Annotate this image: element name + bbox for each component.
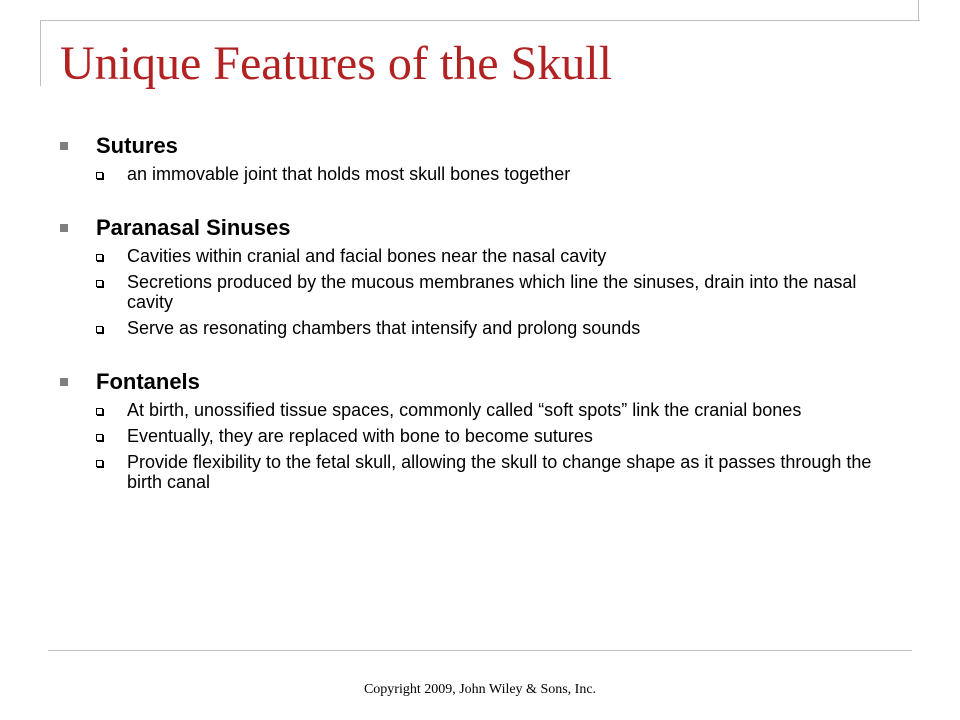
shadow-box-bullet-icon — [96, 254, 103, 261]
shadow-box-bullet-icon — [96, 326, 103, 333]
section-heading: Sutures — [96, 133, 178, 158]
list-item-text: an immovable joint that holds most skull bones together — [127, 164, 571, 184]
section-heading: Fontanels — [96, 369, 200, 394]
list-item — [96, 246, 905, 266]
slide-body — [60, 128, 905, 518]
frame-right-line — [918, 0, 919, 20]
slide-title: Unique Features of the Skull — [60, 37, 612, 90]
list-item-text: Provide flexibility to the fetal skull, allowing the skull to change shape as it passes through the birth canal — [127, 452, 872, 492]
square-bullet-icon — [60, 142, 68, 150]
list-item-text: At birth, unossified tissue spaces, commonly called “soft spots” link the cranial bones — [127, 400, 802, 420]
shadow-box-bullet-icon — [96, 172, 103, 179]
frame-top-line — [40, 20, 920, 21]
shadow-box-bullet-icon — [96, 460, 103, 467]
list-item — [96, 272, 905, 312]
section-fontanels — [60, 364, 905, 492]
shadow-box-bullet-icon — [96, 408, 103, 415]
list-item — [96, 426, 905, 446]
section-heading: Paranasal Sinuses — [96, 215, 291, 240]
list-item — [96, 452, 905, 492]
list-item-text: Cavities within cranial and facial bones near the nasal cavity — [127, 246, 607, 266]
section-heading-row — [60, 128, 905, 164]
list-item — [96, 318, 905, 338]
copyright-footer: Copyright 2009, John Wiley & Sons, Inc. — [363, 682, 597, 697]
square-bullet-icon — [60, 224, 68, 232]
footer-divider — [48, 650, 912, 651]
list-item-text: Eventually, they are replaced with bone to become sutures — [127, 426, 593, 446]
list-item-text: Secretions produced by the mucous membranes which line the sinuses, drain into the nasal cavity — [127, 272, 857, 312]
section-paranasal-sinuses — [60, 210, 905, 338]
shadow-box-bullet-icon — [96, 434, 103, 441]
list-item — [96, 164, 905, 184]
square-bullet-icon — [60, 378, 68, 386]
frame-left-line — [40, 20, 41, 86]
shadow-box-bullet-icon — [96, 280, 103, 287]
section-sutures — [60, 128, 905, 184]
list-item-text: Serve as resonating chambers that intensify and prolong sounds — [127, 318, 641, 338]
section-heading-row — [60, 364, 905, 400]
list-item — [96, 400, 905, 420]
section-heading-row — [60, 210, 905, 246]
